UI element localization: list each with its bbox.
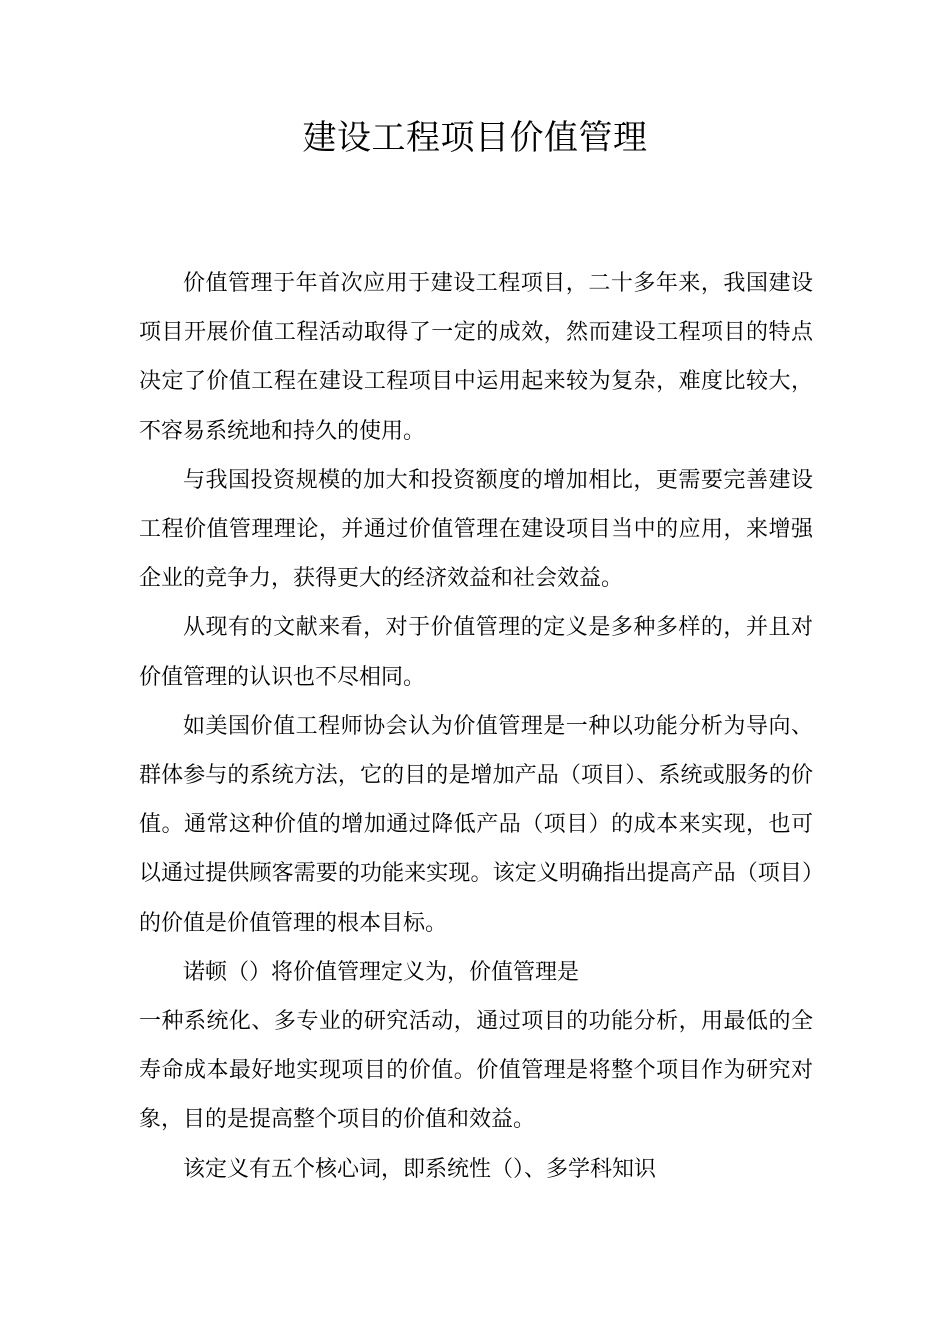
- paragraph-5: 诺顿（）将价值管理定义为，价值管理是: [183, 959, 580, 985]
- paragraph-4: 如美国价值工程师协会认为价值管理是一种以功能分析为导向、群体参与的系统方法，它的目的是增加产品（项目）、系统或服务的价值。通常这种价值的增加通过降低产品（项目）的成本来实现，也可以通过提供顾客需要的功能来实现。该定义明确指出提高产品（项目）的价值是价值管理的根本目标。: [139, 713, 813, 936]
- document-title: 建设工程项目价值管理: [302, 118, 648, 158]
- paragraph-1: 价值管理于年首次应用于建设工程项目，二十多年来，我国建设项目开展价值工程活动取得了一定的成效，然而建设工程项目的特点决定了价值工程在建设工程项目中运用起来较为复杂，难度比较大，不容易系统地和持久的使用。: [139, 271, 813, 444]
- paragraph-6: 该定义有五个核心词，即系统性（）、多学科知识: [183, 1156, 657, 1182]
- paragraph-2: 与我国投资规模的加大和投资额度的增加相比，更需要完善建设工程价值管理理论，并通过价值管理在建设项目当中的应用，来增强企业的竞争力，获得更大的经济效益和社会效益。: [139, 467, 813, 592]
- paragraph-5-continued: 一种系统化、多专业的研究活动，通过项目的功能分析，用最低的全寿命成本最好地实现项目的价值。价值管理是将整个项目作为研究对象，目的是提高整个项目的价值和效益。: [139, 1009, 813, 1133]
- document-body: [139, 259, 813, 1194]
- paragraph-3: 从现有的文献来看，对于价值管理的定义是多种多样的，并且对价值管理的认识也不尽相同。: [139, 615, 813, 690]
